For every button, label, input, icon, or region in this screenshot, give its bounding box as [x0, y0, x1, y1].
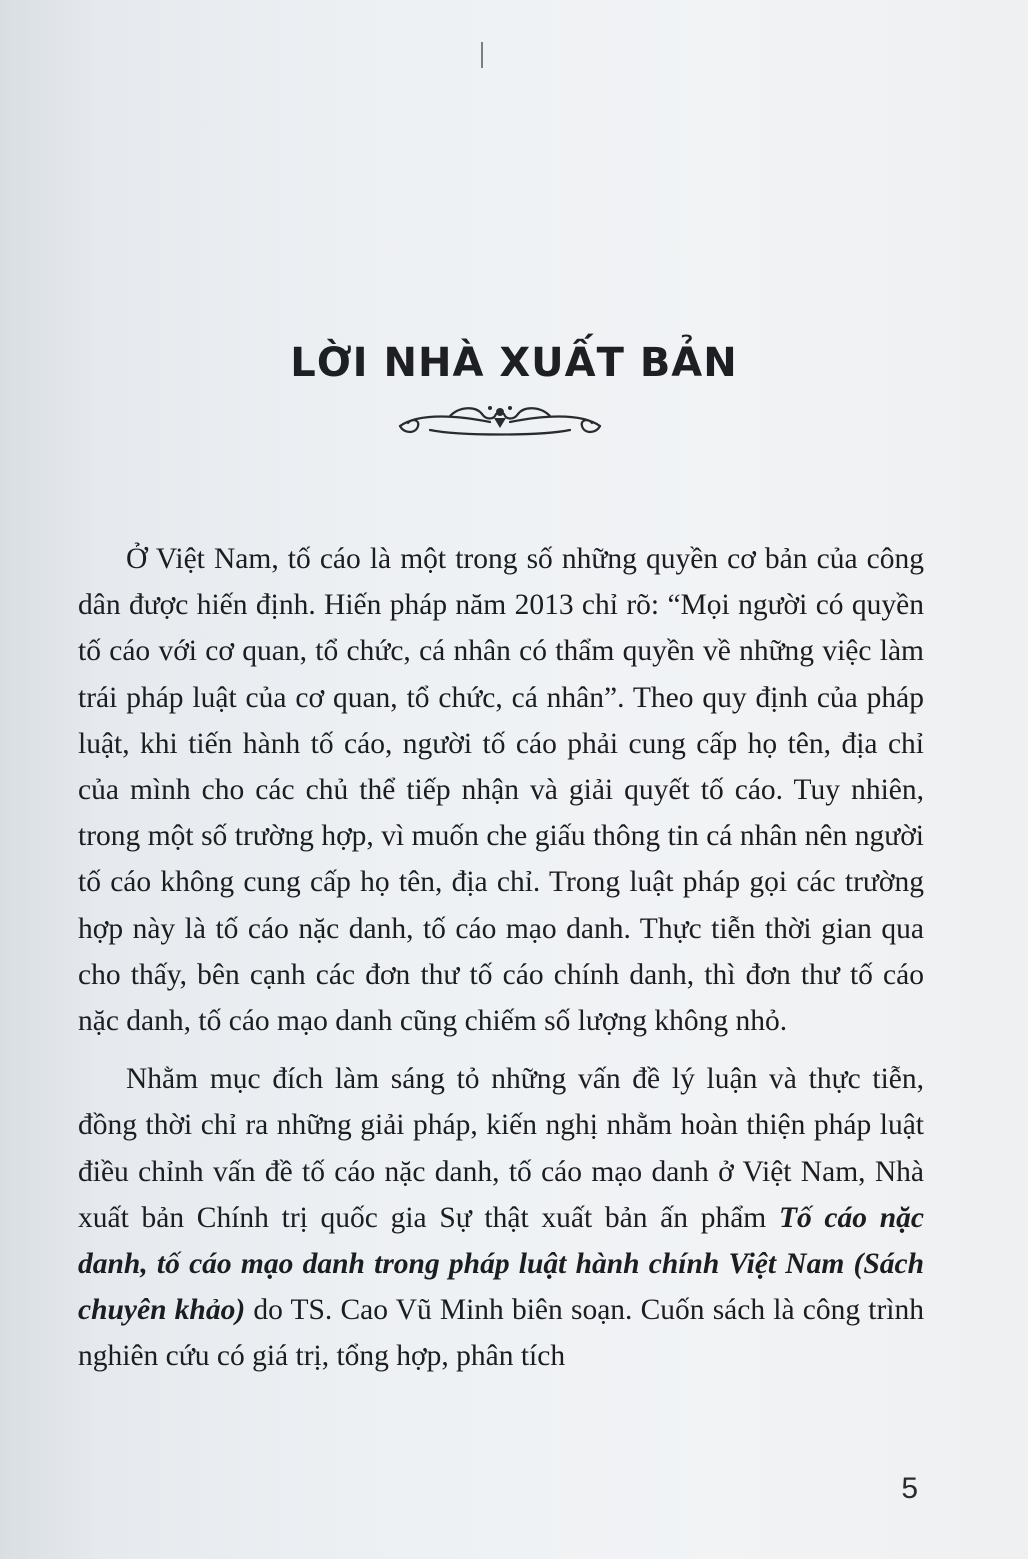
book-title: Tố cáo nặc danh, tố cáo mạo danh trong pháp luật hành chính Việt Nam (Sách chuyên khảo) [78, 1201, 924, 1327]
page-title: LỜI NHÀ XUẤT BẢN [290, 340, 738, 386]
paragraph-1: Ở Việt Nam, tố cáo là một trong số những quyền cơ bản của công dân được hiến định. Hiến pháp năm 2013 chỉ rõ: “Mọi người có quyền tố cáo với cơ quan, tổ chức, cá nhân có thẩm quyền về những việc làm trái pháp luật của cơ quan, tổ chức, cá nhân”. Theo quy định của pháp luật, khi tiến hành tố cáo, người tố cáo phải cung cấp họ tên, địa chỉ của mình cho các chủ thể tiếp nhận và giải quyết tố cáo. Tuy nhiên, trong một số trường hợp, vì muốn che giấu thông tin cá nhân nên người tố cáo không cung cấp họ tên, địa chỉ. Trong luật pháp gọi các trường hợp này là tố cáo nặc danh, tố cáo mạo danh. Thực tiễn thời gian qua cho thấy, bên cạnh các đơn thư tố cáo chính danh, thì đơn thư tố cáo nặc danh, tố cáo mạo danh cũng chiếm số lượng không nhỏ. [78, 543, 924, 1038]
page-number: 5 [901, 1472, 918, 1505]
decorative-flourish-icon [390, 396, 610, 442]
paragraph-2-rest: do TS. Cao Vũ Minh biên soạn. Cuốn sách là công trình nghiên cứu có giá trị, tổng hợp, phân tích [78, 1294, 925, 1373]
paragraph-2 [78, 1056, 924, 1379]
page-top-mark [481, 42, 483, 68]
paragraph-2-intro: Nhằm mục đích làm sáng tỏ những vấn đề lý luận và thực tiễn, đồng thời chỉ ra những giải pháp, kiến nghị nhằm hoàn thiện pháp luật điều chỉnh vấn đề tố cáo nặc danh, tố cáo mạo danh ở Việt Nam, Nhà xuất bản Chính trị quốc gia Sự thật xuất bản ấn phẩm [78, 1063, 924, 1234]
preface-body [78, 536, 924, 1380]
